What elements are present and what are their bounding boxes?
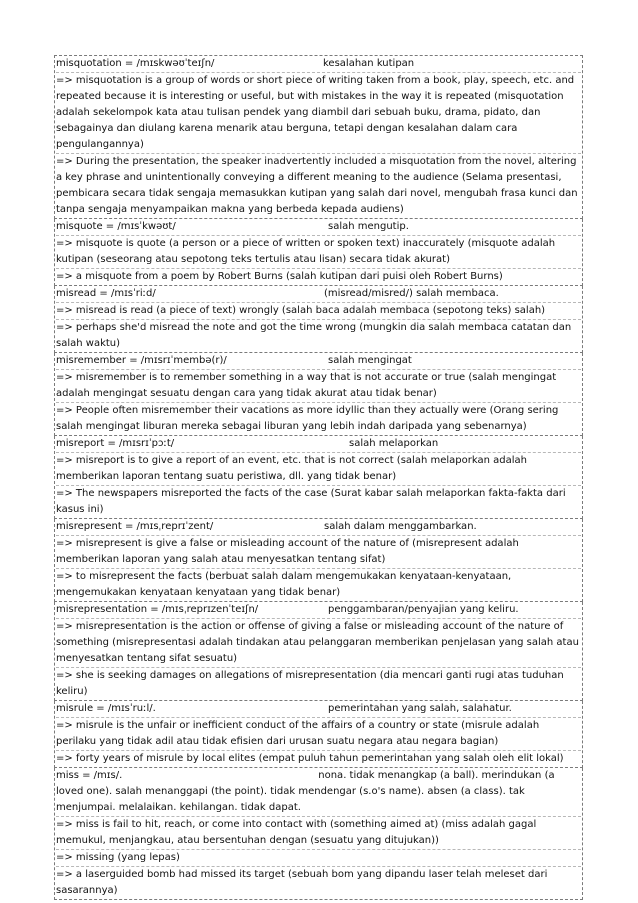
entry-gloss: pemerintahan yang salah, salahatur. <box>328 703 512 714</box>
entry-term: misremember = /mɪsrɪˈmembə(r)/ <box>56 355 227 366</box>
entry-gloss: salah dalam menggambarkan. <box>324 521 477 532</box>
example-line: => perhaps she'd misread the note and got the time wrong (mungkin dia salah membaca catatan dan salah waktu) <box>56 322 572 349</box>
entry-misreport <box>54 436 583 519</box>
example-line: => to misrepresent the facts (berbuat salah dalam mengemukakan kenyataan-kenyataan, mengemukakan kenyataan kenyataan yang tidak benar) <box>56 571 512 598</box>
entry-gloss: kesalahan kutipan <box>323 58 415 69</box>
entry-term: miss = /mɪs/. <box>56 770 123 781</box>
entry-gloss: salah mengutip. <box>328 221 409 232</box>
entry-header <box>56 219 581 236</box>
entry-header <box>56 701 581 718</box>
example-line: => People often misremember their vacations as more idyllic than they actually were (Orang sering salah mengingat liburan mereka sebagai liburan yang lebih indah daripada yang sebenarnya) <box>56 405 559 432</box>
entry-header <box>56 56 581 73</box>
entry-term: misread = /mɪsˈriːd/ <box>56 288 156 299</box>
entry-term: misquote = /mɪsˈkwəʊt/ <box>56 221 176 232</box>
entry-header <box>56 602 581 619</box>
entry-misrepresent <box>54 519 583 602</box>
example-line: => The newspapers misreported the facts of the case (Surat kabar salah melaporkan fakta-fakta dari kasus ini) <box>56 488 566 515</box>
definition-line: => misquote is quote (a person or a piece of written or spoken text) inaccurately (misquote adalah kutipan (seseorang atau sepotong teks tertulis atau lisan) secara tidak akurat) <box>56 236 581 269</box>
entry-miss <box>54 768 583 900</box>
definition-line: => miss is fail to hit, reach, or come into contact with (something aimed at) (miss adalah gagal memukul, menjangkau, atau bersentuhan dengan (sesuatu yang ditujukan)) <box>56 817 581 850</box>
entry-gloss: (misread/misred/) salah membaca. <box>324 288 499 299</box>
entry-term: misreport = /mɪsrɪˈpɔːt/ <box>56 438 175 449</box>
definition-line: => misrule is the unfair or inefficient conduct of the affairs of a country or state (misrule adalah perilaku yang tidak adil atau tidak efisien dari urusan suatu negara atau negara bagian) <box>56 718 581 751</box>
entry-misremember <box>54 353 583 436</box>
entry-header <box>56 768 581 817</box>
entry-header <box>56 353 581 370</box>
entry-misrepresentation <box>54 602 583 701</box>
entry-header <box>56 519 581 536</box>
entry-term: misrepresent = /mɪsˌreprɪˈzent/ <box>56 521 214 532</box>
entry-misquotation <box>54 55 583 219</box>
entry-misread <box>54 286 583 353</box>
entry-header <box>56 436 581 453</box>
entry-term: misrule = /mɪsˈruːl/. <box>56 703 156 714</box>
entry-gloss: nona. tidak menangkap (a ball). merindukan (a loved one). salah menanggapi (the point). tidak mendengar (s.o's name). absen (a class). tak menjumpai. melalaikan. kehilangan. tidak dapat. <box>56 770 555 813</box>
example-line: => During the presentation, the speaker inadvertently included a misquotation from the novel, altering a key phrase and unintentionally conveying a different meaning to the audience (Selama presentasi, pembicara secara tidak sengaja memasukkan kutipan yang salah dari novel, mengubah frasa kunci dan tanpa sengaja menyampaikan makna yang berbeda kepada audiens) <box>56 156 578 215</box>
example-line: => a laserguided bomb had missed its target (sebuah bom yang dipandu laser telah meleset dari sasarannya) <box>56 869 548 896</box>
example-line: => missing (yang lepas) <box>56 850 581 867</box>
entry-misquote <box>54 219 583 286</box>
entry-misrule <box>54 701 583 768</box>
example-line: => a misquote from a poem by Robert Burns (salah kutipan dari puisi oleh Robert Burns) <box>56 271 503 282</box>
entry-term: misquotation = /mɪskwəʊˈteɪʃn/ <box>56 58 215 69</box>
entry-gloss: penggambaran/penyajian yang keliru. <box>328 604 519 615</box>
definition-line: => misrepresent is give a false or misleading account of the nature of (misrepresent adalah memberikan laporan yang salah atau menyesatkan tentang sifat) <box>56 536 581 569</box>
definition-line: => misrepresentation is the action or offense of giving a false or misleading account of the nature of something (misrepresentasi adalah tindakan atau pelanggaran memberikan penjelasan yang salah atau menyesatkan tentang sifat sesuatu) <box>56 619 581 668</box>
glossary-page <box>54 55 583 900</box>
entry-header <box>56 286 581 303</box>
example-line: => she is seeking damages on allegations of misrepresentation (dia mencari ganti rugi atas tuduhan keliru) <box>56 670 564 697</box>
definition-line: => misquotation is a group of words or short piece of writing taken from a book, play, speech, etc. and repeated because it is interesting or useful, but with mistakes in the way it is repeated (misquotation adalah sekelompok kata atau tulisan pendek yang diambil dari sebuah buku, drama, pidato, dan sebagainya dan diulang karena menarik atau berguna, tetapi dengan kesalahan dalam cara pengulangannya) <box>56 73 581 154</box>
entry-gloss: salah mengingat <box>328 355 412 366</box>
example-line: => forty years of misrule by local elites (empat puluh tahun pemerintahan yang salah oleh elit lokal) <box>56 753 564 764</box>
definition-line: => misread is read (a piece of text) wrongly (salah baca adalah membaca (sepotong teks) salah) <box>56 303 581 320</box>
definition-line: => misremember is to remember something in a way that is not accurate or true (salah mengingat adalah mengingat sesuatu dengan cara yang tidak akurat atau tidak benar) <box>56 370 581 403</box>
entry-term: misrepresentation = /mɪsˌreprɪzenˈteɪʃn/ <box>56 604 259 615</box>
entry-gloss: salah melaporkan <box>349 438 439 449</box>
definition-line: => misreport is to give a report of an event, etc. that is not correct (salah melaporkan adalah memberikan laporan tentang suatu peristiwa, dll. yang tidak benar) <box>56 453 581 486</box>
